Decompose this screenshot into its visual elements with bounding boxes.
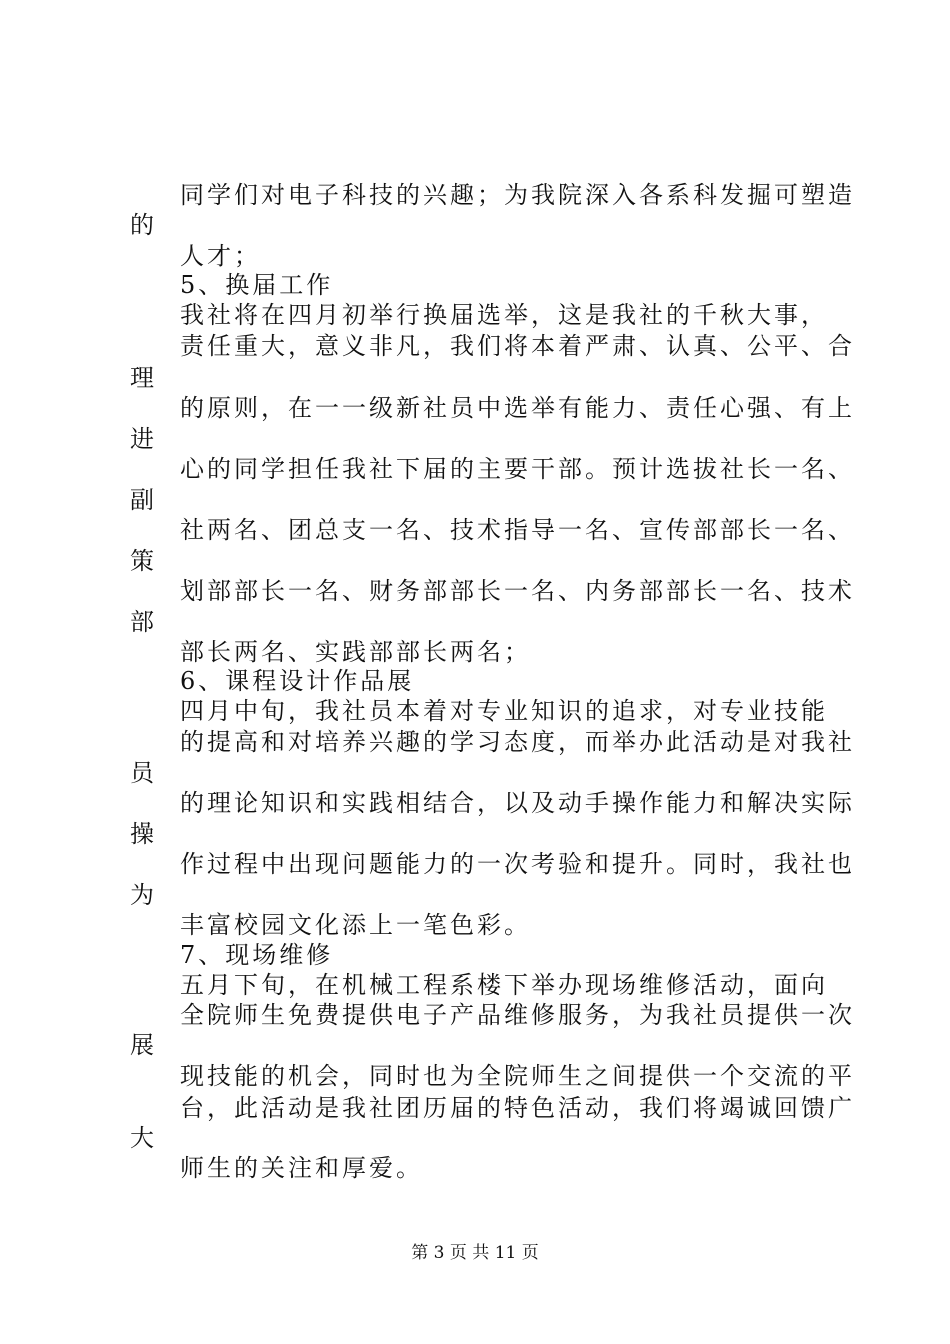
text-line-wrap: 员 xyxy=(130,759,157,787)
text-line-wrap: 副 xyxy=(130,486,157,514)
text-line-wrap: 操 xyxy=(130,820,157,848)
section-heading: 6、课程设计作品展 xyxy=(180,667,415,695)
text-line-wrap: 进 xyxy=(130,425,157,453)
page-footer: 第 3 页 共 11 页 xyxy=(411,1243,539,1263)
text-line: 我社将在四月初举行换届选举，这是我社的千秋大事， xyxy=(180,301,828,329)
text-line-wrap: 策 xyxy=(130,547,157,575)
text-line: 社两名、团总支一名、技术指导一名、宣传部部长一名、 xyxy=(180,516,855,544)
text-line: 的原则，在一一级新社员中选举有能力、责任心强、有上 xyxy=(180,394,855,422)
text-line: 师生的关注和厚爱。 xyxy=(180,1154,423,1182)
text-line: 划部部长一名、财务部部长一名、内务部部长一名、技术 xyxy=(180,577,855,605)
text-line-wrap: 大 xyxy=(130,1124,157,1152)
text-line: 责任重大，意义非凡，我们将本着严肃、认真、公平、合 xyxy=(180,332,855,360)
text-line: 现技能的机会，同时也为全院师生之间提供一个交流的平 xyxy=(180,1062,855,1090)
text-line: 全院师生免费提供电子产品维修服务，为我社员提供一次 xyxy=(180,1001,855,1029)
text-line: 的提高和对培养兴趣的学习态度，而举办此活动是对我社 xyxy=(180,728,855,756)
text-line: 作过程中出现问题能力的一次考验和提升。同时，我社也 xyxy=(180,850,855,878)
text-line: 心的同学担任我社下届的主要干部。预计选拔社长一名、 xyxy=(180,455,855,483)
text-line-wrap: 理 xyxy=(130,364,157,392)
text-line: 四月中旬，我社员本着对专业知识的追求，对专业技能 xyxy=(180,697,828,725)
text-line: 五月下旬，在机械工程系楼下举办现场维修活动，面向 xyxy=(180,971,828,999)
text-line-wrap: 部 xyxy=(130,608,157,636)
text-line: 台，此活动是我社团历届的特色活动，我们将竭诚回馈广 xyxy=(180,1094,855,1122)
text-line: 同学们对电子科技的兴趣；为我院深入各系科发掘可塑造 xyxy=(180,181,855,209)
text-line: 丰富校园文化添上一笔色彩。 xyxy=(180,911,531,939)
text-line: 的理论知识和实践相结合，以及动手操作能力和解决实际 xyxy=(180,789,855,817)
section-heading: 7、现场维修 xyxy=(180,941,334,969)
text-line-wrap: 为 xyxy=(130,881,157,909)
text-line: 人才； xyxy=(180,242,261,270)
text-line-wrap: 的 xyxy=(130,211,157,239)
text-line-wrap: 展 xyxy=(130,1031,157,1059)
text-line: 部长两名、实践部部长两名； xyxy=(180,638,531,666)
section-heading: 5、换届工作 xyxy=(180,271,334,299)
